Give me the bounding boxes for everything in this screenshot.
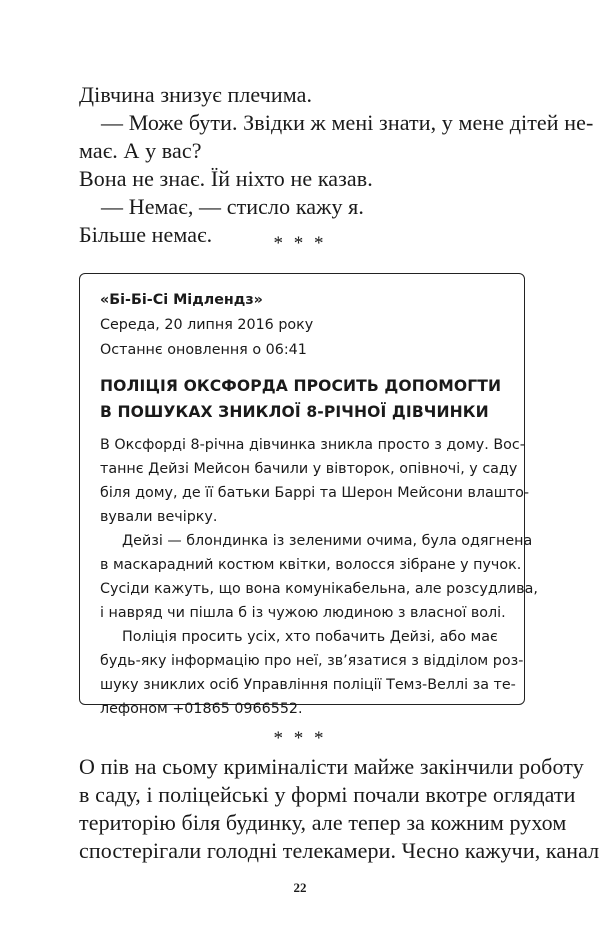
news-line: таннє Дейзі Мейсон бачили у вівторок, опівночі, у саду [100,461,518,477]
text-line: в саду, і поліцейські у формі почали вкотре оглядати [79,782,576,807]
text-line: територію біля будинку, але тепер за кожним рухом [79,810,567,835]
news-line: Сусіди кажуть, що вона комунікабельна, але розсудлива, [100,581,538,597]
news-headline [100,373,506,425]
headline-line: ПОЛІЦІЯ ОКСФОРДА ПРОСИТЬ ДОПОМОГТИ [100,377,502,395]
text-line: має. А у вас? [79,138,202,163]
news-line: вували вечірку. [100,509,218,525]
news-date: Середа, 20 липня 2016 року [100,317,314,333]
news-source: «Бі-Бі-Сі Мідлендз» [100,292,263,308]
news-line: і навряд чи пішла б із чужою людиною з власної волі. [100,605,506,621]
news-line: в маскарадний костюм квітки, волосся зібране у пучок. [100,557,522,573]
text-line: Вона не знає. Їй ніхто не казав. [79,166,373,191]
news-line: В Оксфорді 8-річна дівчинка зникла просто з дому. Вос- [100,437,525,453]
news-line: шуку зниклих осіб Управління поліції Темз-Веллі за те- [100,677,516,693]
news-article-box [79,273,538,717]
news-updated: Останнє оновлення о 06:41 [100,342,307,358]
dialogue-line: — Немає, — стисло кажу я. [101,194,364,219]
news-line: будь-яку інформацію про неї, зв’язатися з відділом роз- [100,653,524,669]
news-line: лефоном +01865 0966552. [100,701,303,717]
news-line: Дейзі — блондинка із зеленими очима, була одягнена [122,533,533,549]
news-paragraph [100,433,530,529]
news-paragraph [100,529,538,625]
news-line: Поліція просить усіх, хто побачить Дейзі, або має [122,629,498,645]
section-separator: * * * [273,728,327,749]
news-line: біля дому, де її батьки Баррі та Шерон Мейсони влашто- [100,485,530,501]
text-line: Дівчина знизує плечима. [79,82,313,107]
dialogue-line: — Може бути. Звідки ж мені знати, у мене дітей не- [101,110,594,135]
news-body [100,433,538,721]
text-line: спостерігали голодні телекамери. Чесно кажучи, канал [79,838,600,863]
text-line: Більше немає. [79,222,213,247]
section-separator: * * * [273,233,327,254]
page-number: 22 [293,880,307,895]
story-text-top [79,81,594,249]
story-text-bottom [79,753,600,865]
text-line: О пів на сьому криміналісти майже закінчили роботу [79,754,584,779]
headline-line: В ПОШУКАХ ЗНИКЛОЇ 8-РІЧНОЇ ДІВЧИНКИ [100,403,489,421]
news-paragraph [100,625,524,721]
